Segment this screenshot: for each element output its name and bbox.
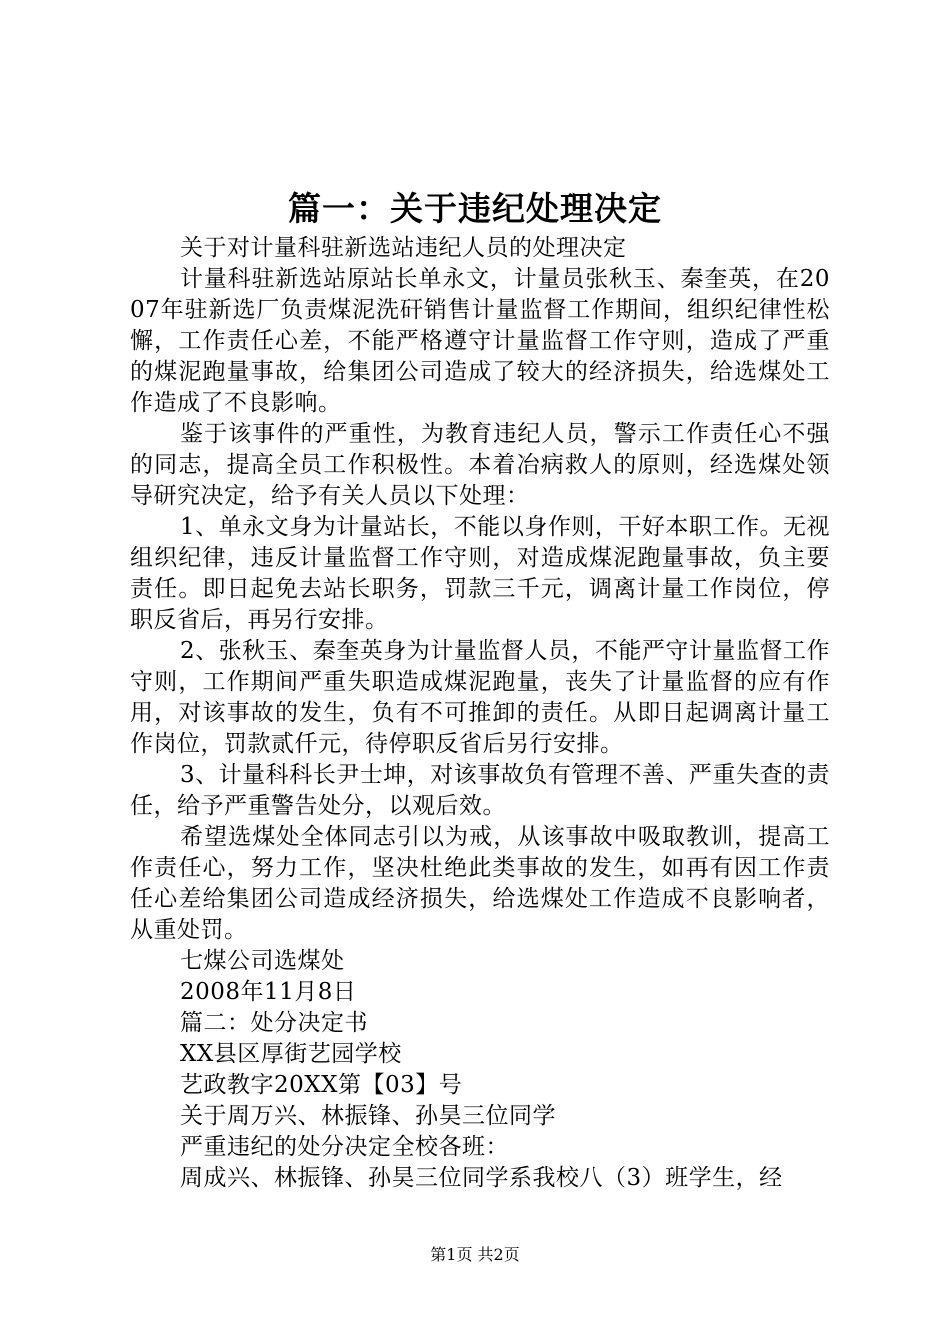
section2-school: XX县区厚街艺园学校 (180, 1041, 402, 1067)
section2-subject-line-2: 严重违纪的处分决定全校各班： (180, 1134, 509, 1160)
signature-org: 七煤公司选煤处 (180, 948, 345, 974)
body-paragraph-3: 1、单永文身为计量站长，不能以身作则，干好本职工作。无视组织纪律，违反计量监督工作守则，对造成煤泥跑量事故，负主要责任。即日起免去站长职务，罚款三千元，调离计量工作岗位，停职反省后，再另行安排。 (130, 514, 830, 633)
body-paragraph-1: 计量科驻新选站原站长单永文，计量员张秋玉、秦奎英，在2007年驻新选厂负责煤泥洗矸销售计量监督工作期间，组织纪律性松懈，工作责任心差，不能严格遵守计量监督工作守则，造成了严重的煤泥跑量事故，给集团公司造成了较大的经济损失，给选煤处工作造成了不良影响。 (130, 266, 830, 416)
signature-date: 2008年11月8日 (180, 979, 357, 1005)
section2-body-start: 周成兴、林振锋、孙昊三位同学系我校八（3）班学生，经 (180, 1165, 783, 1191)
page-footer: 第1页 共2页 (430, 1245, 520, 1264)
document-body (130, 233, 830, 1194)
section2-doc-number: 艺政教字20XX第【03】号 (180, 1072, 463, 1098)
document-title: 篇一：关于违纪处理决定 (288, 189, 662, 228)
body-paragraph-6: 希望选煤处全体同志引以为戒，从该事故中吸取教训，提高工作责任心，努力工作，坚决杜绝此类事故的发生，如再有因工作责任心差给集团公司造成经济损失，给选煤处工作造成不良影响者，从重处罚。 (130, 824, 830, 943)
section2-heading: 篇二：处分决定书 (180, 1010, 368, 1036)
document-subtitle: 关于对计量科驻新选站违纪人员的处理决定 (180, 235, 627, 261)
body-paragraph-4: 2、张秋玉、秦奎英身为计量监督人员，不能严守计量监督工作守则，工作期间严重失职造成煤泥跑量，丧失了计量监督的应有作用，对该事故的发生，负有不可推卸的责任。从即日起调离计量工作岗位，罚款贰仟元，待停职反省后另行安排。 (130, 638, 830, 757)
body-paragraph-5: 3、计量科科长尹士坤，对该事故负有管理不善、严重失查的责任，给予严重警告处分，以观后效。 (130, 762, 830, 819)
body-paragraph-2: 鉴于该事件的严重性，为教育违纪人员，警示工作责任心不强的同志，提高全员工作积极性。本着冶病救人的原则，经选煤处领导研究决定，给予有关人员以下处理： (130, 421, 830, 509)
section2-subject-line-1: 关于周万兴、林振锋、孙昊三位同学 (180, 1103, 556, 1129)
